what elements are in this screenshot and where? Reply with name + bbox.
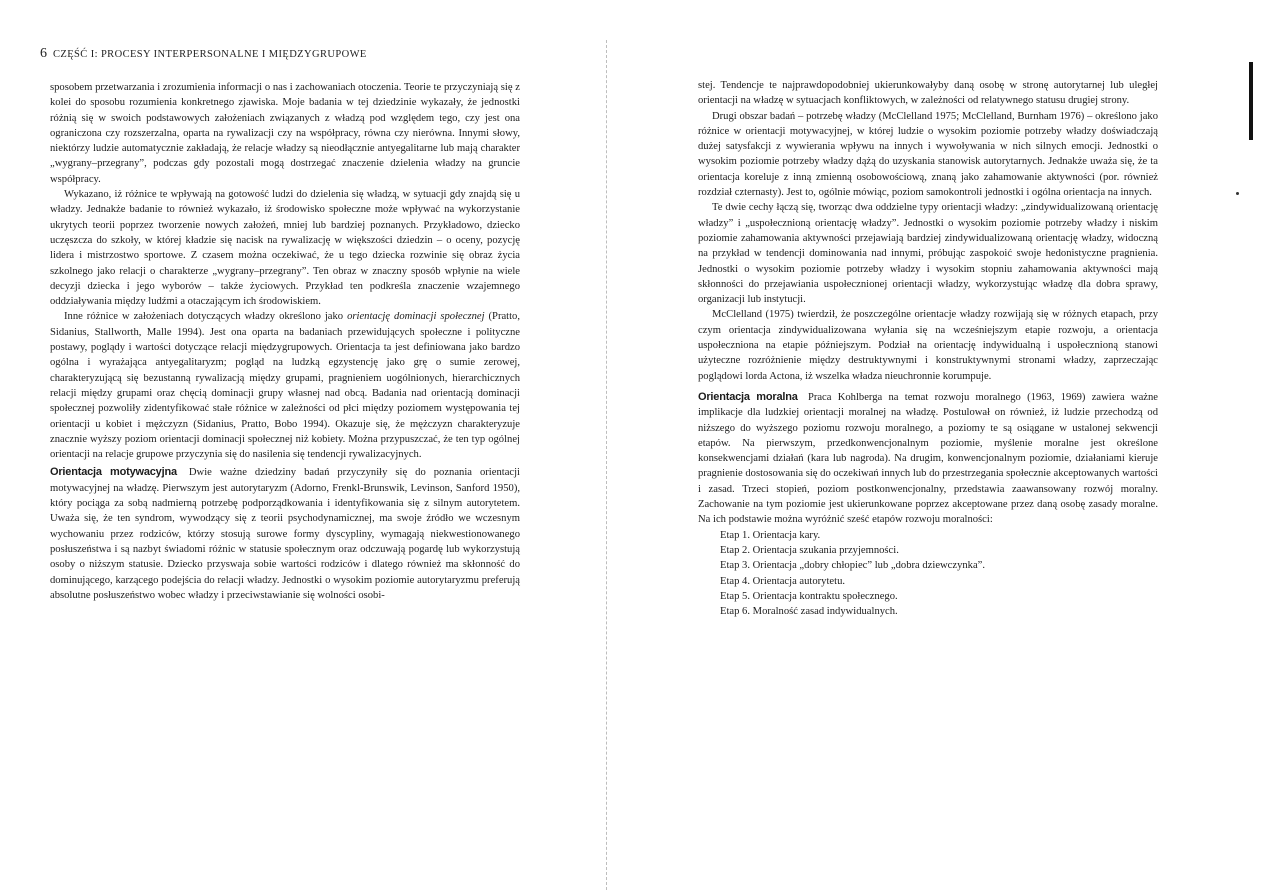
list-item: Etap 5. Orientacja kontraktu społecznego. xyxy=(720,590,898,602)
paragraph: Te dwie cechy łączą się, tworząc dwa oddzielne typy orientacji władzy: „zindywidualizowaną orientację władzy” i „uspołecznioną orientację władzy”. Jednostki o wysokim poziomie potrzeby władzy i niskim poziomie zahamowania aktywności przejawiają bardziej zindywidualizowaną orientację władzy, widoczną na przykład w tendencji dominowania nad innymi, próbując zaspokoić swoje hedonistyczne pragnienia. Jednostki o wysokim poziomie potrzeby władzy i wysokim stopniu zahamowania aktywności mają skłonności do przejawiania uspołecznionej orientacji władzy, wykorzystując władzę dla dobra sprawy, organizacji lub instytucji. xyxy=(698,202,1158,306)
paragraph: Wykazano, iż różnice te wpływają na gotowość ludzi do dzielenia się władzą, w sytuacji gdy znajdą się u władzy. Jednakże badanie to również wykazało, iż środowisko społeczne może wpływać na wykorzystanie ukrytych teorii poprzez tworzenie nowych założeń, mniej lub bardziej poznanych. Przykładowo, dziecko uczęszcza do szkoły, w której kładzie się nacisk na rywalizację w większości dziedzin – o oceny, pozycję lidera i mistrzostwo sportowe. Z czasem można oczekiwać, że u tego dziecka rozwinie się obraz życia szkolnego jako relacji o charakterze „wygrany–przegrany”. Ten obraz w znaczny sposób wpłynie na wiele decyzji dziecka i jego wyborów – także życiowych. Przykład ten podkreśla znaczenie wzajemnego oddziaływania między ludźmi a otaczającym ich środowiskiem. xyxy=(50,189,520,308)
list-item: Etap 6. Moralność zasad indywidualnych. xyxy=(720,606,898,618)
running-title: CZĘŚĆ I: PROCESY INTERPERSONALNE I MIĘDZYGRUPOWE xyxy=(53,49,367,60)
paragraph: sposobem przetwarzania i zrozumienia informacji o nas i zachowaniach otoczenia. Teorie te przyczyniają się z kolei do sposobu rozumienia konkretnego zjawiska. Moje badania w tej dziedzinie wykazały, że jednostki różnią się w swoich podstawowych założeniach związanych z władzą pod względem tego, czy jest ona ograniczona czy rozszerzalna, oparta na rywalizacji czy na współpracy, równa czy nierówna. Innymi słowy, niektórzy ludzie automatycznie zakładają, że relacje władzy są nieodłącznie antyegalitarne lub mają charakter „wygrany–przegrany”, podczas gdy pozostali mogą dostrzegać znaczenie dzielenia władzy na gruncie współpracy. xyxy=(50,82,520,185)
list-item: Etap 2. Orientacja szukania przyjemności. xyxy=(720,544,899,556)
section-heading: Orientacja motywacyjna xyxy=(50,466,177,479)
section-heading: Orientacja moralna xyxy=(698,390,798,403)
section-paragraph xyxy=(50,465,520,603)
left-column xyxy=(50,80,520,603)
paragraph-text: (Pratto, Sidanius, Stallworth, Malle 1994). Jest ona oparta na badaniach przewidujących społeczne i polityczne postawy, poglądy i wartości dotyczące relacji międzygrupowych. Orientacja ta jest definiowana jako bardzo ogólna i wyrażająca antyegalitaryzm; pogląd na ludzką egzystencję jako grę o sumie zerowej, charakteryzującą się bezustanną rywalizacją między grupami, pragnieniem uogólnionych, hierarchicznych relacji między grupami oraz chęcią dominacji grupy własnej nad obcą. Badania nad orientacją dominacji społecznej pozwoliły zidentyfikować stałe różnice w zależności od płci między poziomem występowania tej orientacji u kobiet i mężczyzn (Sidanius, Pratto, Bobo 1994). Okazuje się, że mężczyzn charakteryzuje znacznie wyższy poziom orientacji dominacji społecznej niż kobiety. Można przypuszczać, że ten typ ogólnej orientacji na relacje grupowe przyczynia się do nasilenia się tendencji rywalizacyjnych. xyxy=(50,311,521,461)
paragraph-text: Inne różnice w założeniach dotyczących władzy określono jako xyxy=(64,311,348,323)
list-item: Etap 4. Orientacja autorytetu. xyxy=(720,575,846,587)
paragraph-text: Dwie ważne dziedziny badań przyczyniły się do poznania orientacji motywacyjnej na władzę. Pierwszym jest autorytaryzm (Adorno, Frenkl-Brunswik, Levinson, Sanford 1950), który pociąga za sobą nadmierną potrzebę podporządkowania i identyfikowania się z silnym autorytetem. Uważa się, że ten syndrom, wywodzący się z teorii psychodynamicznej, ma swoje źródło we wczesnym wychowaniu przez rodziców, którzy stosują surowe formy dyscypliny, wymagają niekwestionowanego posłuszeństwa i są nazbyt świadomi różnic w statusie społecznym oraz odczuwają pogardę lub wykorzystują osoby o niższym statusie. Dziecko przyswaja sobie wartości rodziców i dlatego również ma skłonność do dominującego, karzącego podejścia do relacji władzy. Jednostki o wysokim poziomie autorytaryzmu preferują absolutne posłuszeństwo wobec władzy i przeciwstawianie się wolności osobi- xyxy=(50,467,520,601)
paragraph xyxy=(50,309,520,462)
paragraph-text: Praca Kohlberga na temat rozwoju moralnego (1963, 1969) zawiera ważne implikacje dla ludzkiej orientacji moralnej na władzę. Postulował on również, iż ludzie przechodzą od niższego do wyższego poziomu rozwoju moralnego, a poziomy te są osiągane w ustalonej sekwencji etapów. Na pierwszym, przedkonwencjonalnym poziomie, myślenie moralne jest określone konsekwencjami działań (kara lub nagroda). Na drugim, konwencjonalnym poziomie, działaniami kieruje pragnienie dostosowania się do oczekiwań innych lub do przestrzegania społecznie akceptowanych wartości i zasad. Trzeci stopień, poziom postkonwencjonalny, przedstawia zaawansowany rozwój moralny. Zachowanie na tym poziomie jest ukierunkowane poprzez akceptowane przez daną osobę zasady moralne. Na ich podstawie można wyróżnić sześć etapów rozwoju moralności: xyxy=(698,391,1158,526)
scan-speck xyxy=(1236,192,1239,195)
paragraph: McClelland (1975) twierdził, że poszczególne orientacje władzy rozwijają się w różnych etapach, przy czym orientacja zindywidualizowana wyłania się na wcześniejszym etapie rozwoju, a orientacja uspołeczniona na etapie późniejszym. Podział na orientację indywidualną i uspołecznioną stanowi użyteczne rozróżnienie między destruktywnymi i konstruktywnymi stronami władzy, zaprzeczając poglądowi lorda Actona, iż wszelka władza nieuchronnie korumpuje. xyxy=(698,309,1158,382)
scan-edge-mark xyxy=(1249,62,1253,140)
running-header xyxy=(40,46,560,62)
paragraph: stej. Tendencje te najprawdopodobniej ukierunkowałyby daną osobę w stronę autorytarnej lub uległej orientacji na władzę w sytuacjach konfliktowych, w zależności od relatywnego statusu drugiej strony. xyxy=(698,80,1158,107)
italic-term: orientację dominacji społecznej xyxy=(347,311,485,323)
page-gutter xyxy=(606,40,607,890)
paragraph: Drugi obszar badań – potrzebę władzy (McClelland 1975; McClelland, Burnham 1976) – określono jako różnice w orientacji motywacyjnej, w której ludzie o wysokim poziomie potrzeby władzy doświadczają dużej satysfakcji z wywierania wpływu na innych i wywoływania w nich silnych emocji. Jednostki o wysokim poziomie potrzeby władzy dążą do uzyskania stanowisk autorytarnych. Jednakże uważa się, że ta orientacja koreluje z inną zmienną osobowościową, znaną jako zahamowanie aktywności (por. również rozdział czternasty). Jest to, ogólnie mówiąc, poziom samokontroli jednostki i ogólna orientacja na innych. xyxy=(698,110,1158,199)
page-number: 6 xyxy=(40,46,47,61)
list-item: Etap 3. Orientacja „dobry chłopiec” lub „dobra dziewczynka”. xyxy=(720,560,986,572)
section-paragraph xyxy=(698,390,1158,528)
right-column xyxy=(698,78,1158,619)
list-item: Etap 1. Orientacja kary. xyxy=(720,529,821,541)
stages-list xyxy=(698,528,1158,620)
